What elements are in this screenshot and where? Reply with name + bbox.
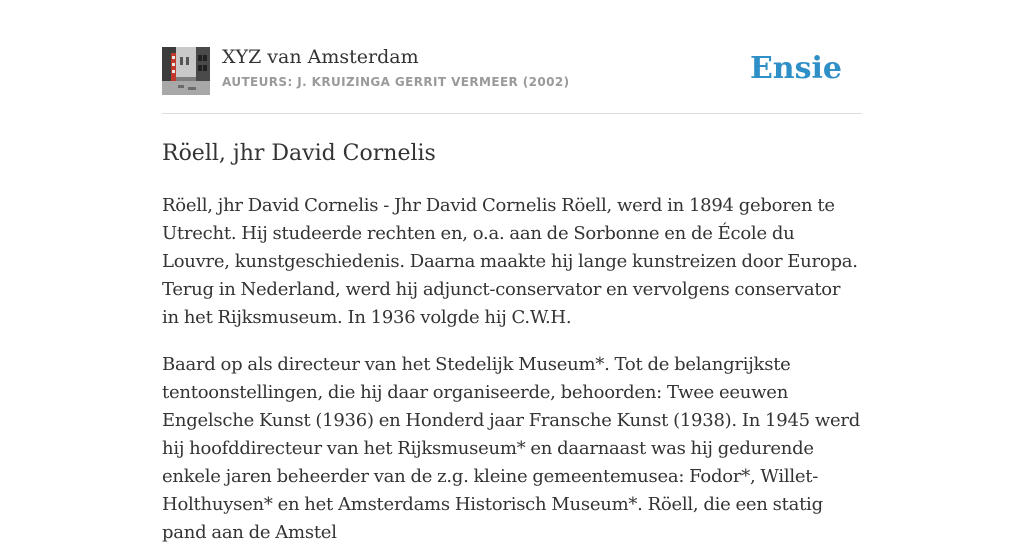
entry-paragraph-2: Baard op als directeur van het Stedelijk Museum*. Tot de belangrijkste tentoonstellingen, die hij daar organiseerde, behoorden: Twee eeuwen Engelsche Kunst (1936) en Honderd jaar Fransche Kunst (1938). In 1945 werd hij hoofddirecteur van het Rijksmuseum* en daarnaast was hij gedurende enkele jaren beheerder van de z.g. kleine gemeentemusea: Fodor*, Willet-Holthuysen* en het Amsterdams Historisch Museum*. Röell, die een statig pand aan de Amstel — [162, 354, 861, 543]
ensie-logo-link[interactable]: Ensie — [749, 51, 842, 86]
book-header — [162, 0, 862, 114]
entry-title: Röell, jhr David Cornelis — [162, 141, 436, 166]
book-cover-image — [162, 47, 210, 95]
entry-paragraph-1: Röell, jhr David Cornelis - Jhr David Cornelis Röell, werd in 1894 geboren te Utrecht. Hij studeerde rechten en, o.a. aan de Sorbonne en de École du Louvre, kunstgeschiedenis. Daarna maakte hij lange kunstreizen door Europa. Terug in Nederland, werd hij adjunct-conservator en vervolgens conservator in het Rijksmuseum. In 1936 volgde hij C.W.H. — [162, 195, 858, 328]
book-cover-avatar[interactable] — [162, 47, 210, 95]
book-title[interactable]: XYZ van Amsterdam — [222, 46, 419, 68]
page — [162, 0, 862, 547]
book-authors: AUTEURS: J. KRUIZINGA GERRIT VERMEER (2002) — [222, 75, 570, 89]
